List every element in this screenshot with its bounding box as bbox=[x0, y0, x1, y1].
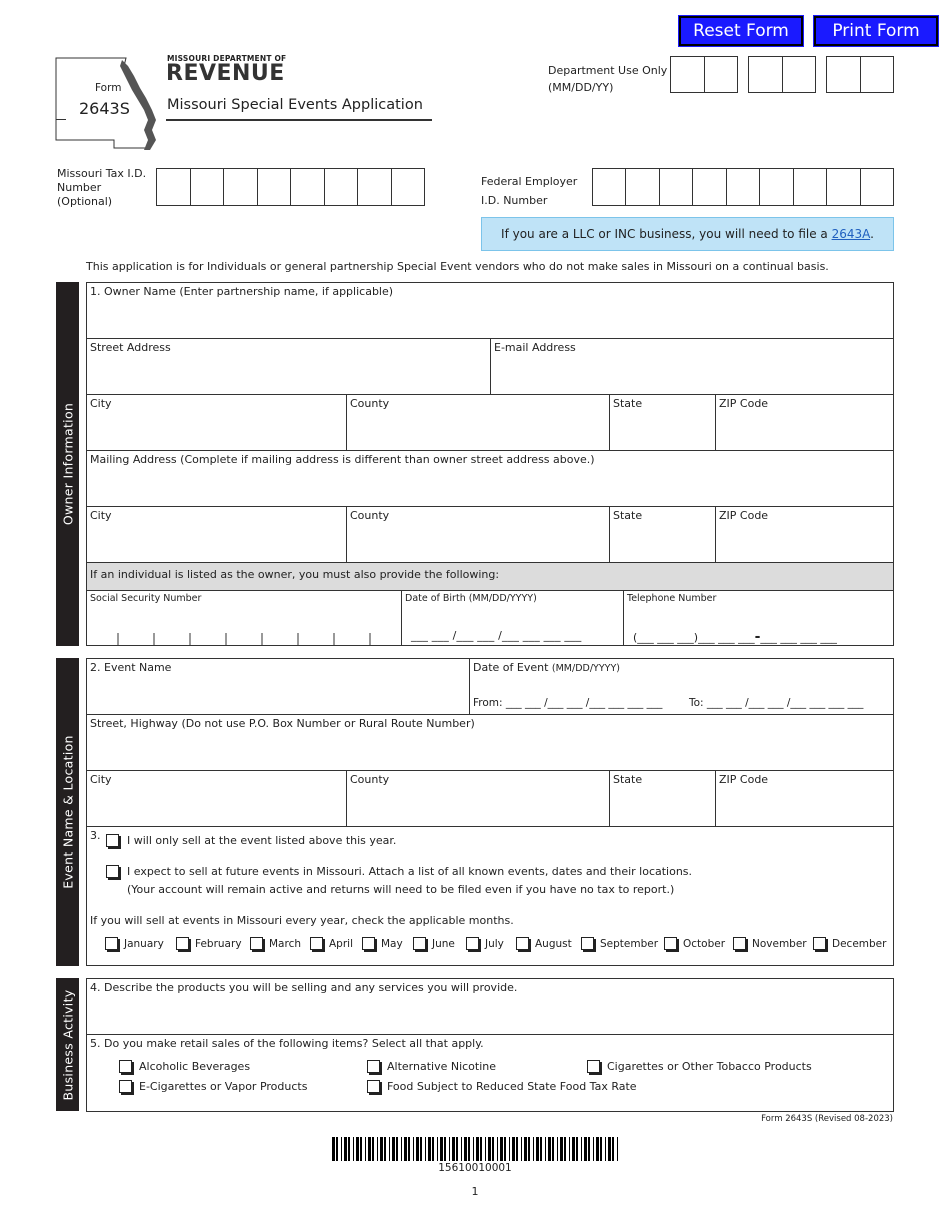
event-date-format: (MM/DD/YYYY) bbox=[551, 663, 620, 674]
llc-notice-end: . bbox=[870, 227, 874, 241]
month-may-label: May bbox=[381, 938, 403, 950]
owner-state-field[interactable] bbox=[609, 394, 716, 451]
only-this-year-checkbox[interactable] bbox=[106, 834, 119, 847]
business-sidebar-label: Business Activity bbox=[60, 989, 75, 1100]
owner-street-field[interactable] bbox=[86, 338, 491, 395]
month-october-checkbox[interactable] bbox=[664, 937, 677, 950]
cigarettes-tobacco-checkbox[interactable] bbox=[587, 1060, 600, 1073]
month-november-label: November bbox=[752, 938, 807, 950]
ssn-tick-marks bbox=[87, 629, 401, 645]
month-august-label: August bbox=[535, 938, 572, 950]
phone-label: Telephone Number bbox=[627, 593, 717, 604]
alcoholic-beverages-checkbox[interactable] bbox=[119, 1060, 132, 1073]
event-county-label: County bbox=[350, 773, 390, 786]
event-city-field[interactable] bbox=[86, 770, 347, 827]
q3-number: 3. bbox=[90, 829, 101, 842]
event-state-label: State bbox=[613, 773, 643, 786]
owner-city-label: City bbox=[90, 397, 112, 410]
event-sidebar bbox=[56, 658, 79, 966]
dob-label: Date of Birth (MM/DD/YYYY) bbox=[405, 593, 537, 604]
print-form-button[interactable]: Print Form bbox=[814, 16, 938, 46]
event-street-label: Street, Highway (Do not use P.O. Box Number or Rural Route Number) bbox=[90, 717, 475, 730]
dept-use-label: Department Use Only bbox=[548, 64, 668, 77]
llc-notice-text: If you are a LLC or INC business, you will need to file a bbox=[501, 227, 832, 241]
month-april-label: April bbox=[329, 938, 353, 950]
mo-tax-id-input[interactable] bbox=[156, 168, 425, 206]
ssn-label: Social Security Number bbox=[90, 593, 202, 604]
owner-zip-label: ZIP Code bbox=[719, 397, 769, 410]
months-prompt: If you will sell at events in Missouri every year, check the applicable months. bbox=[90, 914, 514, 927]
month-march-label: March bbox=[269, 938, 302, 950]
phone-field[interactable] bbox=[623, 590, 894, 646]
month-january-checkbox[interactable] bbox=[105, 937, 118, 950]
barcode-number: 15610010001 bbox=[438, 1162, 512, 1174]
event-date-label bbox=[473, 661, 620, 674]
phone-dash: - bbox=[754, 629, 761, 645]
revenue-logo: REVENUE bbox=[166, 61, 285, 86]
barcode bbox=[332, 1137, 620, 1161]
owner-info-sidebar bbox=[56, 282, 79, 646]
event-zip-field[interactable] bbox=[715, 770, 894, 827]
dob-field[interactable] bbox=[401, 590, 624, 646]
mo-tax-id-label: Missouri Tax I.D. bbox=[57, 167, 147, 180]
alcoholic-beverages-label: Alcoholic Beverages bbox=[139, 1060, 251, 1073]
dept-use-format: (MM/DD/YY) bbox=[548, 81, 614, 94]
event-date-text: Date of Event bbox=[473, 661, 549, 674]
retail-sales-question: 5. Do you make retail sales of the following items? Select all that apply. bbox=[90, 1037, 484, 1050]
future-events-label: I expect to sell at future events in Missouri. Attach a list of all known events, dates and their locations. bbox=[127, 865, 693, 878]
reduced-food-tax-checkbox[interactable] bbox=[367, 1080, 380, 1093]
alternative-nicotine-label: Alternative Nicotine bbox=[387, 1060, 497, 1073]
reset-form-button[interactable]: Reset Form bbox=[679, 16, 803, 46]
form-title: Missouri Special Events Application bbox=[167, 97, 423, 113]
month-december-label: December bbox=[832, 938, 887, 950]
event-date-from: From: ___ ___ /___ ___ /___ ___ ___ ___ bbox=[473, 697, 663, 709]
event-frequency-section bbox=[86, 826, 894, 966]
reduced-food-tax-label: Food Subject to Reduced State Food Tax Rate bbox=[387, 1080, 637, 1093]
individual-note-label: If an individual is listed as the owner, you must also provide the following: bbox=[90, 568, 500, 581]
owner-county-field[interactable] bbox=[346, 394, 610, 451]
owner-email-field[interactable] bbox=[490, 338, 894, 395]
form-word: Form bbox=[95, 82, 122, 94]
event-state-field[interactable] bbox=[609, 770, 716, 827]
event-date-to: To: ___ ___ /___ ___ /___ ___ ___ ___ bbox=[689, 697, 864, 709]
owner-name-label: 1. Owner Name (Enter partnership name, if applicable) bbox=[90, 285, 394, 298]
month-february-label: February bbox=[195, 938, 242, 950]
dept-use-dd[interactable] bbox=[748, 56, 816, 93]
event-sidebar-label: Event Name & Location bbox=[60, 735, 75, 889]
mailing-address-field[interactable] bbox=[86, 450, 894, 507]
month-july-checkbox[interactable] bbox=[466, 937, 479, 950]
intro-text: This application is for Individuals or general partnership Special Event vendors who do not make sales in Missouri on a continual basis. bbox=[86, 260, 829, 273]
month-october-label: October bbox=[683, 938, 726, 950]
products-description-label: 4. Describe the products you will be selling and any services you will provide. bbox=[90, 981, 518, 994]
future-events-checkbox[interactable] bbox=[106, 865, 119, 878]
owner-info-sidebar-label: Owner Information bbox=[60, 402, 75, 526]
month-february-checkbox[interactable] bbox=[176, 937, 189, 950]
dept-name: MISSOURI DEPARTMENT OF bbox=[167, 54, 287, 63]
fein-label-2: I.D. Number bbox=[481, 194, 548, 207]
ssn-field[interactable] bbox=[86, 590, 402, 646]
month-january-label: January bbox=[124, 938, 164, 950]
owner-county-label: County bbox=[350, 397, 390, 410]
only-this-year-label: I will only sell at the event listed above this year. bbox=[127, 834, 397, 847]
dept-use-mm[interactable] bbox=[670, 56, 738, 93]
owner-email-label: E-mail Address bbox=[494, 341, 576, 354]
form-number: 2643S bbox=[79, 99, 130, 118]
e-cigarettes-checkbox[interactable] bbox=[119, 1080, 132, 1093]
month-march-checkbox[interactable] bbox=[250, 937, 263, 950]
phone-mask bbox=[633, 629, 837, 645]
phone-mask-area: (___ ___ ___)___ ___ ___ bbox=[633, 631, 755, 644]
mailing-city-label: City bbox=[90, 509, 112, 522]
dept-use-yy[interactable] bbox=[826, 56, 894, 93]
cigarettes-tobacco-label: Cigarettes or Other Tobacco Products bbox=[607, 1060, 812, 1073]
month-june-label: June bbox=[432, 938, 455, 950]
month-december-checkbox[interactable] bbox=[813, 937, 826, 950]
page-number: 1 bbox=[471, 1185, 479, 1198]
event-zip-label: ZIP Code bbox=[719, 773, 769, 786]
mailing-county-label: County bbox=[350, 509, 390, 522]
individual-note-row bbox=[86, 562, 894, 591]
mailing-zip-label: ZIP Code bbox=[719, 509, 769, 522]
owner-street-label: Street Address bbox=[90, 341, 171, 354]
month-april-checkbox[interactable] bbox=[310, 937, 323, 950]
form-revision: Form 2643S (Revised 08-2023) bbox=[761, 1114, 893, 1124]
event-county-field[interactable] bbox=[346, 770, 610, 827]
fein-input[interactable] bbox=[592, 168, 894, 206]
fein-label: Federal Employer bbox=[481, 175, 578, 188]
owner-zip-field[interactable] bbox=[715, 394, 894, 451]
month-may-checkbox[interactable] bbox=[362, 937, 375, 950]
mailing-city-field[interactable] bbox=[86, 506, 347, 563]
dob-mask: ___ ___ /___ ___ /___ ___ ___ ___ bbox=[411, 629, 582, 642]
mailing-state-field[interactable] bbox=[609, 506, 716, 563]
llc-notice bbox=[481, 217, 894, 251]
future-events-note: (Your account will remain active and returns will need to be filed even if you have no tax to report.) bbox=[127, 883, 675, 896]
phone-mask-line: ___ ___ ___ ___ bbox=[760, 631, 837, 644]
month-august-checkbox[interactable] bbox=[516, 937, 529, 950]
owner-state-label: State bbox=[613, 397, 643, 410]
event-name-label: 2. Event Name bbox=[90, 661, 172, 674]
mailing-county-field[interactable] bbox=[346, 506, 610, 563]
month-june-checkbox[interactable] bbox=[413, 937, 426, 950]
owner-name-field[interactable] bbox=[86, 282, 894, 339]
retail-sales-section bbox=[86, 1034, 894, 1112]
event-city-label: City bbox=[90, 773, 112, 786]
mo-tax-id-optional: (Optional) bbox=[57, 195, 113, 208]
alternative-nicotine-checkbox[interactable] bbox=[367, 1060, 380, 1073]
event-name-field[interactable] bbox=[86, 658, 470, 715]
products-description-field[interactable] bbox=[86, 978, 894, 1035]
month-september-checkbox[interactable] bbox=[581, 937, 594, 950]
mailing-zip-field[interactable] bbox=[715, 506, 894, 563]
owner-city-field[interactable] bbox=[86, 394, 347, 451]
mo-tax-id-label-2: Number bbox=[57, 181, 102, 194]
mailing-state-label: State bbox=[613, 509, 643, 522]
month-july-label: July bbox=[485, 938, 504, 950]
e-cigarettes-label: E-Cigarettes or Vapor Products bbox=[139, 1080, 308, 1093]
mailing-address-label: Mailing Address (Complete if mailing address is different than owner street address above.) bbox=[90, 453, 595, 466]
event-street-field[interactable] bbox=[86, 714, 894, 771]
event-date-field[interactable] bbox=[469, 658, 894, 715]
month-september-label: September bbox=[600, 938, 659, 950]
business-sidebar bbox=[56, 978, 79, 1111]
form-2643a-link[interactable]: 2643A bbox=[831, 227, 871, 241]
month-november-checkbox[interactable] bbox=[733, 937, 746, 950]
